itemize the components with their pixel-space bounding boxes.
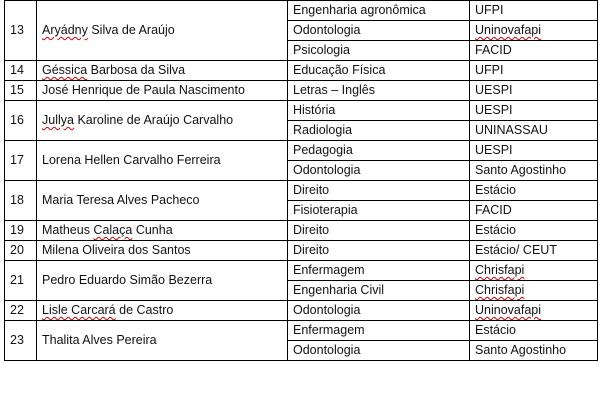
course-name: Educação Física xyxy=(288,61,470,81)
course-name: Direito xyxy=(288,241,470,261)
course-name: Enfermagem xyxy=(288,261,470,281)
student-name-part: Lisle Carcará xyxy=(42,303,116,317)
student-name xyxy=(37,221,288,241)
course-name: Enfermagem xyxy=(288,321,470,341)
student-name-part: Lorena Hellen Carvalho Ferreira xyxy=(42,153,221,167)
institution-name xyxy=(470,221,598,241)
row-number: 16 xyxy=(5,101,37,141)
table-row xyxy=(5,1,598,21)
institution-text: UFPI xyxy=(475,3,504,17)
student-name xyxy=(37,181,288,221)
institution-name xyxy=(470,61,598,81)
course-name: Engenharia Civil xyxy=(288,281,470,301)
institution-text: Estácio/ CEUT xyxy=(475,243,557,257)
student-name-part: Géssica xyxy=(42,63,88,77)
student-name-part: Cunha xyxy=(132,223,173,237)
student-name-part: Jullya xyxy=(42,113,74,127)
course-name: Odontologia xyxy=(288,301,470,321)
course-name: Direito xyxy=(288,221,470,241)
institution-text: UESPI xyxy=(475,103,513,117)
institution-text: UFPI xyxy=(475,63,504,77)
course-name: Pedagogia xyxy=(288,141,470,161)
institution-text: FACID xyxy=(475,43,512,57)
student-name xyxy=(37,101,288,141)
course-name: Psicologia xyxy=(288,41,470,61)
table-row xyxy=(5,261,598,281)
table-row xyxy=(5,241,598,261)
institution-text: Santo Agostinho xyxy=(475,343,567,357)
student-name xyxy=(37,261,288,301)
institution-name xyxy=(470,241,598,261)
course-name: Letras – Inglês xyxy=(288,81,470,101)
table-row xyxy=(5,81,598,101)
table-row xyxy=(5,141,598,161)
student-name-part: Thalita Alves Pereira xyxy=(42,333,157,347)
table-row xyxy=(5,301,598,321)
institution-name xyxy=(470,121,598,141)
course-name: Odontologia xyxy=(288,341,470,361)
student-name-part: Maria Teresa Alves Pacheco xyxy=(42,193,200,207)
institution-name xyxy=(470,81,598,101)
institution-text: Santo Agostinho xyxy=(475,163,567,177)
row-number: 20 xyxy=(5,241,37,261)
institution-text: UNINASSAU xyxy=(475,123,548,137)
institution-name xyxy=(470,141,598,161)
institution-text: Estácio xyxy=(475,183,516,197)
institution-text: Chrisfapi xyxy=(475,283,525,297)
institution-name xyxy=(470,301,598,321)
student-name-part: Aryádny xyxy=(42,23,88,37)
student-name xyxy=(37,81,288,101)
institution-name xyxy=(470,161,598,181)
row-number: 19 xyxy=(5,221,37,241)
student-name-part: Silva de Araújo xyxy=(87,23,175,37)
student-name-part: Karoline de Araújo Carvalho xyxy=(73,113,234,127)
student-name xyxy=(37,241,288,261)
course-name: Engenharia agronômica xyxy=(288,1,470,21)
institution-text: Uninovafapi xyxy=(475,303,542,317)
institution-name xyxy=(470,21,598,41)
institution-text: UESPI xyxy=(475,143,513,157)
row-number: 22 xyxy=(5,301,37,321)
course-name: Fisioterapia xyxy=(288,201,470,221)
institution-text: Chrisfapi xyxy=(475,263,525,277)
institution-text: FACID xyxy=(475,203,512,217)
institution-name xyxy=(470,261,598,281)
student-name xyxy=(37,1,288,61)
student-name-part: José Henrique de Paula Nascimento xyxy=(42,83,245,97)
student-name-part: Milena Oliveira dos Santos xyxy=(42,243,191,257)
student-name-part: de Castro xyxy=(115,303,174,317)
row-number: 18 xyxy=(5,181,37,221)
student-name-part: Calaça xyxy=(93,223,133,237)
student-name xyxy=(37,301,288,321)
student-name-part: Pedro Eduardo Simão Bezerra xyxy=(42,273,213,287)
table-row xyxy=(5,321,598,341)
institution-name xyxy=(470,181,598,201)
institution-name xyxy=(470,341,598,361)
table-row xyxy=(5,61,598,81)
institution-name xyxy=(470,101,598,121)
institution-text: Estácio xyxy=(475,323,516,337)
table-row xyxy=(5,221,598,241)
student-name xyxy=(37,141,288,181)
course-name: Odontologia xyxy=(288,161,470,181)
table-row xyxy=(5,101,598,121)
institution-text: UESPI xyxy=(475,83,513,97)
row-number: 17 xyxy=(5,141,37,181)
course-name: Radiologia xyxy=(288,121,470,141)
institution-text: Estácio xyxy=(475,223,516,237)
students-table xyxy=(4,0,598,361)
course-name: Odontologia xyxy=(288,21,470,41)
row-number: 21 xyxy=(5,261,37,301)
student-name-part: Barbosa da Silva xyxy=(87,63,186,77)
table-row xyxy=(5,181,598,201)
student-name-part: Matheus xyxy=(42,223,94,237)
row-number: 23 xyxy=(5,321,37,361)
course-name: História xyxy=(288,101,470,121)
students-table-body xyxy=(5,1,598,361)
institution-name xyxy=(470,281,598,301)
institution-name xyxy=(470,1,598,21)
student-name xyxy=(37,61,288,81)
row-number: 15 xyxy=(5,81,37,101)
course-name: Direito xyxy=(288,181,470,201)
institution-text: Uninovafapi xyxy=(475,23,542,37)
institution-name xyxy=(470,321,598,341)
student-name xyxy=(37,321,288,361)
institution-name xyxy=(470,201,598,221)
institution-name xyxy=(470,41,598,61)
row-number: 13 xyxy=(5,1,37,61)
row-number: 14 xyxy=(5,61,37,81)
